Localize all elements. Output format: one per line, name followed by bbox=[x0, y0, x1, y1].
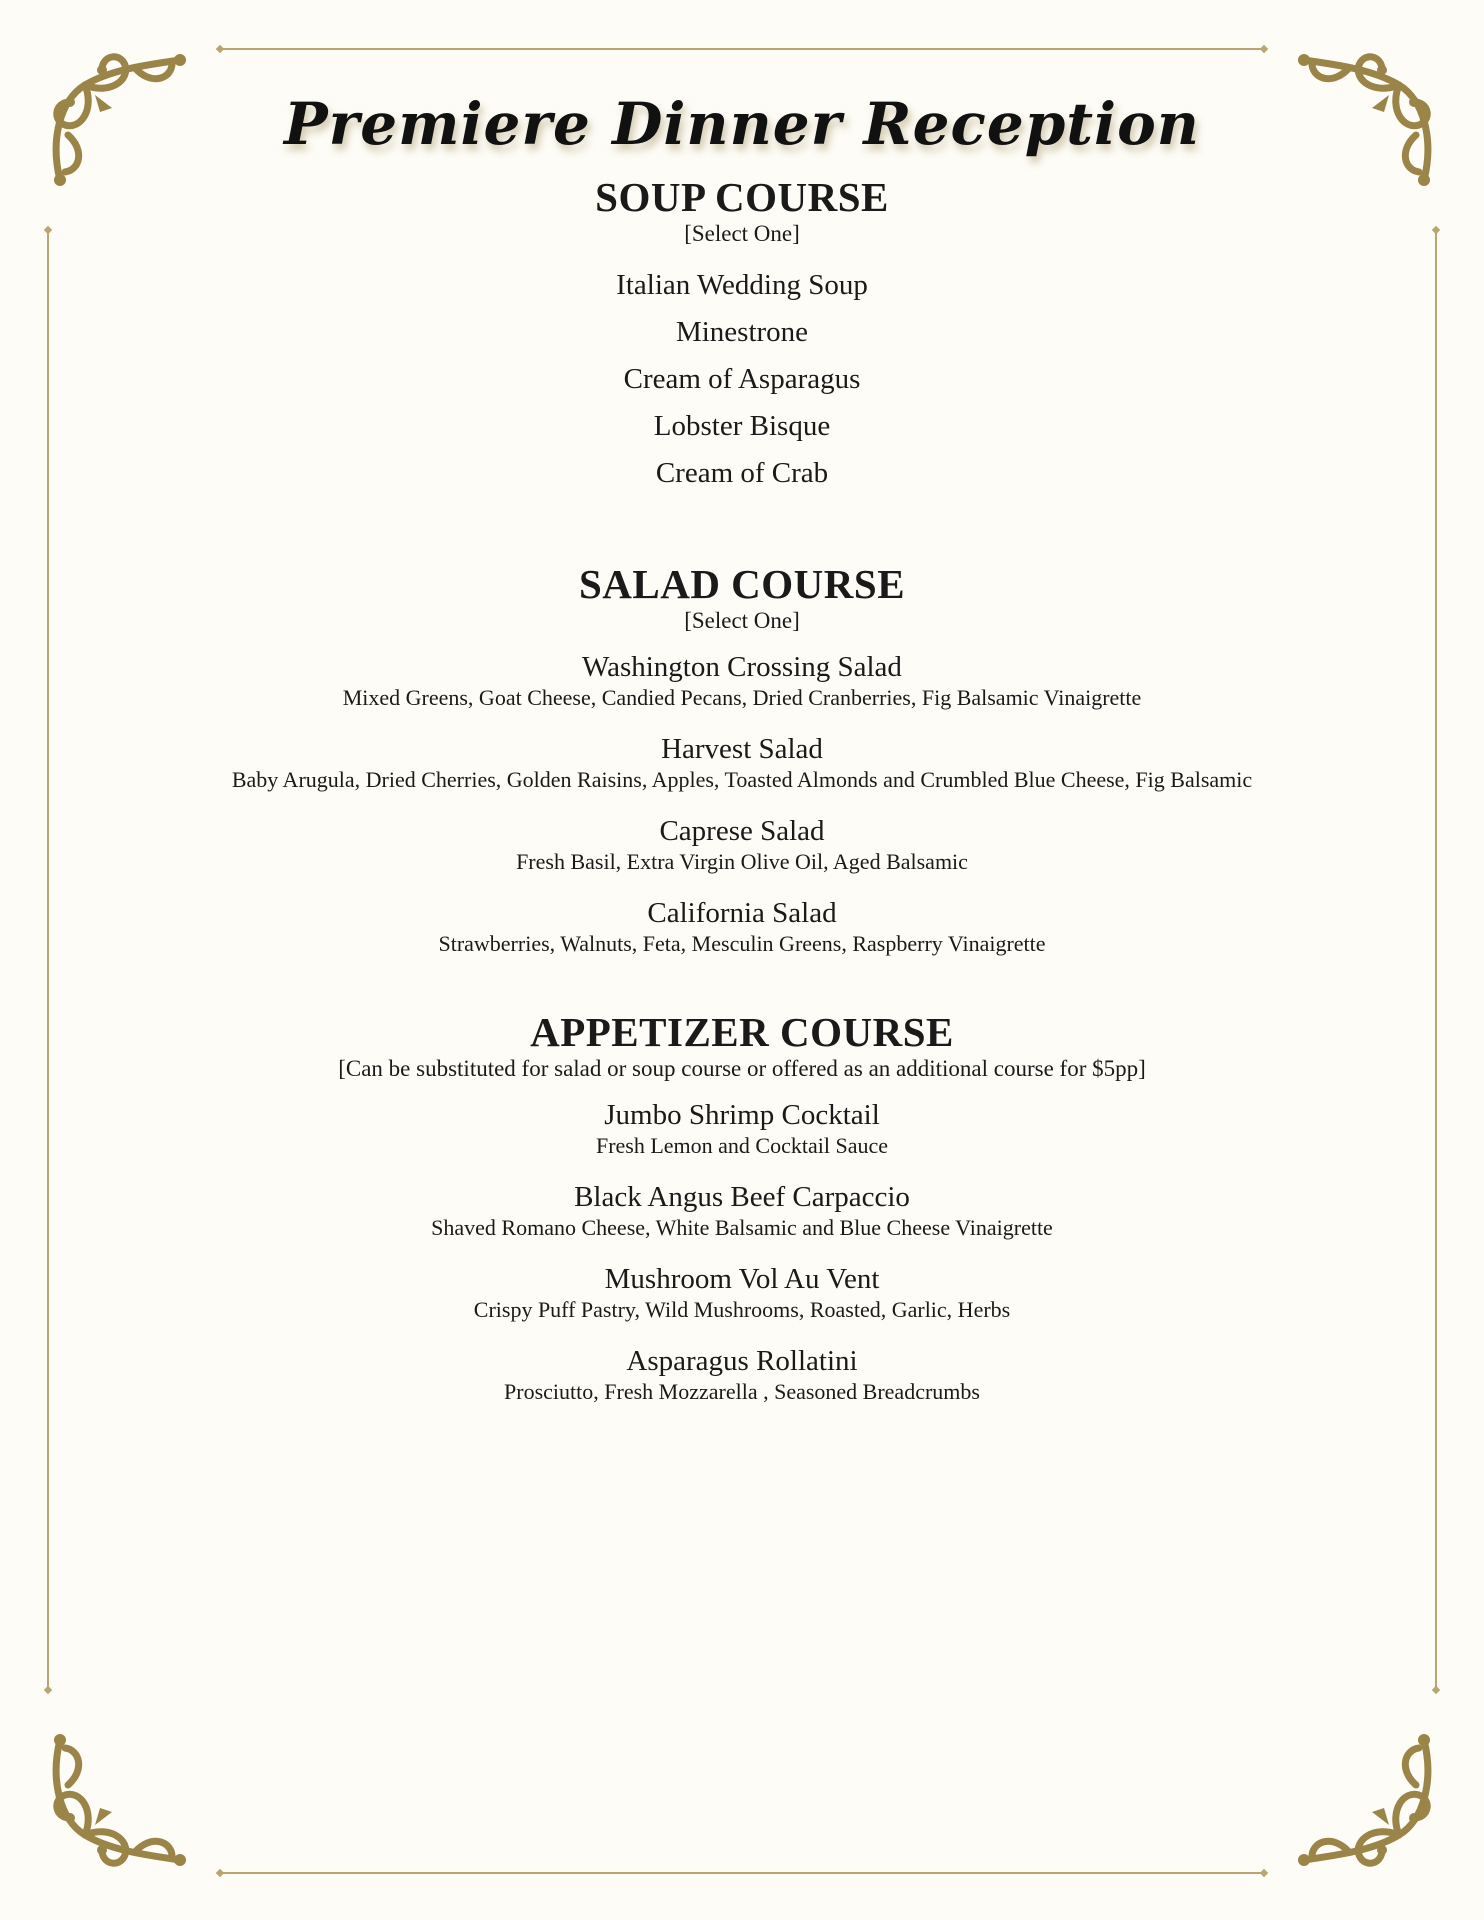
menu-item-description: Baby Arugula, Dried Cherries, Golden Raisins, Apples, Toasted Almonds and Crumbled Blue Cheese, Fig Balsamic bbox=[231, 767, 1253, 792]
soup-list bbox=[0, 262, 1484, 497]
menu-item-name: California Salad bbox=[647, 897, 837, 929]
menu-item bbox=[0, 813, 1484, 875]
flourish-corner-icon bbox=[1284, 1720, 1444, 1880]
menu-item-name: Harvest Salad bbox=[661, 733, 823, 765]
menu-item: Cream of Crab bbox=[655, 457, 829, 489]
course-heading: SOUP COURSE bbox=[595, 174, 889, 220]
frame-dot bbox=[1432, 1686, 1440, 1694]
menu-item-name: Caprese Salad bbox=[659, 815, 825, 847]
course-heading: SALAD COURSE bbox=[578, 561, 906, 607]
menu-item-description: Fresh Basil, Extra Virgin Olive Oil, Aged Balsamic bbox=[516, 849, 968, 874]
flourish-corner-icon bbox=[40, 1720, 200, 1880]
course-note: [Can be substituted for salad or soup course or offered as an additional course for $5pp] bbox=[338, 1056, 1146, 1081]
menu-title: Premiere Dinner Reception bbox=[284, 90, 1200, 158]
menu-item: Lobster Bisque bbox=[653, 410, 831, 442]
menu-item-name: Black Angus Beef Carpaccio bbox=[574, 1181, 910, 1213]
salad-course bbox=[0, 561, 1484, 957]
frame-dot bbox=[216, 45, 224, 53]
menu-item: Italian Wedding Soup bbox=[616, 269, 868, 301]
frame-dot bbox=[1260, 45, 1268, 53]
menu-item-name: Asparagus Rollatini bbox=[626, 1345, 858, 1377]
menu-content bbox=[0, 90, 1484, 1425]
menu-item-name: Washington Crossing Salad bbox=[582, 651, 902, 683]
frame-dot bbox=[44, 1686, 52, 1694]
menu-item-description: Crispy Puff Pastry, Wild Mushrooms, Roasted, Garlic, Herbs bbox=[473, 1297, 1011, 1322]
menu-item: Cream of Asparagus bbox=[623, 363, 861, 395]
frame-dot bbox=[1260, 1869, 1268, 1877]
frame-top-rule bbox=[220, 48, 1264, 50]
menu-item-description: Mixed Greens, Goat Cheese, Candied Pecans, Dried Cranberries, Fig Balsamic Vinaigrette bbox=[342, 685, 1142, 710]
menu-item bbox=[0, 1179, 1484, 1241]
menu-item bbox=[0, 649, 1484, 711]
menu-item bbox=[0, 1261, 1484, 1323]
soup-course bbox=[0, 174, 1484, 497]
course-note: [Select One] bbox=[684, 221, 800, 246]
course-note: [Select One] bbox=[684, 608, 800, 633]
menu-item-description: Prosciutto, Fresh Mozzarella , Seasoned Breadcrumbs bbox=[504, 1379, 980, 1404]
menu-item: Minestrone bbox=[675, 316, 809, 348]
appetizer-course bbox=[0, 1009, 1484, 1405]
menu-item-description: Shaved Romano Cheese, White Balsamic and Blue Cheese Vinaigrette bbox=[431, 1215, 1053, 1240]
menu-item bbox=[0, 895, 1484, 957]
menu-item bbox=[0, 1097, 1484, 1159]
menu-item-name: Jumbo Shrimp Cocktail bbox=[604, 1099, 880, 1131]
course-heading: APPETIZER COURSE bbox=[530, 1009, 954, 1055]
menu-item-description: Strawberries, Walnuts, Feta, Mesculin Greens, Raspberry Vinaigrette bbox=[438, 931, 1046, 956]
menu-item-name: Mushroom Vol Au Vent bbox=[604, 1263, 880, 1295]
menu-item bbox=[0, 1343, 1484, 1405]
menu-item-description: Fresh Lemon and Cocktail Sauce bbox=[595, 1133, 889, 1158]
frame-bottom-rule bbox=[220, 1872, 1264, 1874]
menu-item bbox=[0, 731, 1484, 793]
frame-dot bbox=[216, 1869, 224, 1877]
